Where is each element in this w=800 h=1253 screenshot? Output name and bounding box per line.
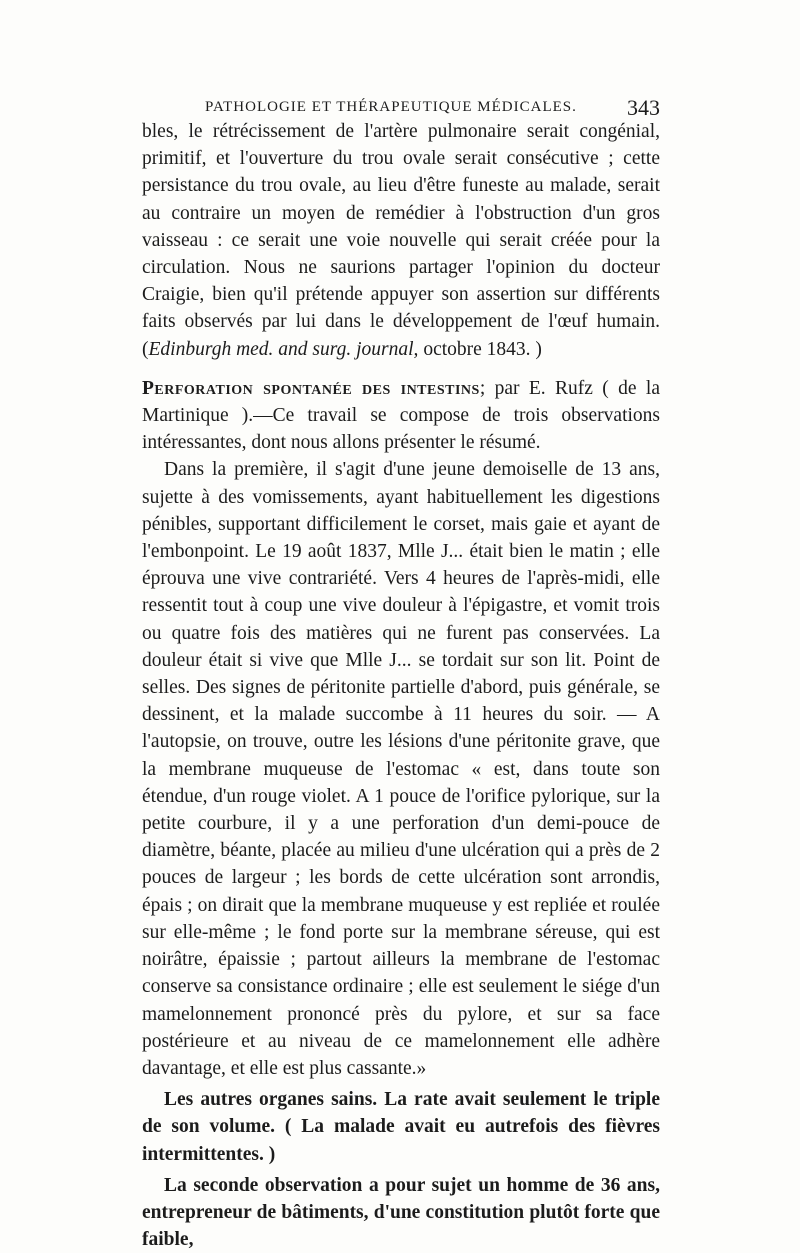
paragraph-second-observation: La seconde observation a pour sujet un homme de 36 ans, entrepreneur de bâtiments, d'une constitution plutôt forte que faible,: [142, 1174, 660, 1251]
running-head: PATHOLOGIE ET THÉRAPEUTIQUE MÉDICALES.: [205, 99, 577, 115]
paragraph-tail: octobre 1843. ): [418, 338, 542, 360]
paragraph-continuation: [142, 118, 660, 363]
paragraph-first-observation: Dans la première, il s'agit d'une jeune demoiselle de 13 ans, sujette à des vomissements, ayant habituellement les digestions pénibles, supportant difficilement le corset, mais gaie et ayant de l'embonpoint. Le 19 août 1837, Mlle J... était bien le matin ; elle éprouva une vive contrariété. Vers 4 heures de l'après-midi, elle ressentit tout à coup une vive douleur à l'épigastre, et vomit trois ou quatre fois des matières qui ne furent pas conservées. La douleur était si vive que Mlle J... se tordait sur son lit. Point de selles. Des signes de péritonite partielle d'abord, puis générale, se dessinent, et la malade succombe à 11 heures du soir. — A l'autopsie, on trouve, outre les lésions d'une péritonite grave, que la membrane muqueuse de l'estomac « est, dans toute son étendue, d'un rouge violet. A 1 pouce de l'orifice pylorique, sur la petite courbure, il y a une perforation d'un demi-pouce de diamètre, béante, placée au milieu d'une ulcération qui a près de 2 pouces de largeur ; les bords de cette ulcération sont arrondis, épais ; on dirait que la membrane muqueuse y est repliée et roulée sur elle-même ; le fond porte sur la membrane séreuse, qui est noirâtre, épaissie ; partout ailleurs la membrane de l'estomac conserve sa consistance ordinaire ; elle est seulement le siége d'un mamelonnement prononcé près du pylore, et sur sa face postérieure et au niveau de ce mamelonnement elle adhère davantage, et elle est plus cassante.»: [142, 459, 660, 1079]
body-text: [142, 118, 660, 1253]
paragraph-text: bles, le rétrécissement de l'artère pulmonaire serait congénial, primitif, et l'ouverture du trou ovale serait consécutive ; cette persistance du trou ovale, au lieu d'être funeste au malade, serait au contraire un moyen de remédier à l'obstruction d'un gros vaisseau : ce serait une voie nouvelle qui serait créée pour la circulation. Nous ne saurions partager l'opinion du docteur Craigie, bien qu'il prétende appuyer son assertion sur différents faits observés par lui dans le développement de l'œuf humain. (: [142, 121, 660, 360]
paragraph-text: ; par E. Rufz ( de la Martinique ).—Ce travail se compose de trois observations intéressantes, dont nous allons présenter le résumé.: [142, 377, 660, 454]
journal-citation: Edinburgh med. and surg. journal,: [148, 338, 419, 360]
section-paragraph: [142, 375, 660, 457]
paragraph-other-organs: Les autres organes sains. La rate avait seulement le triple de son volume. ( La malade avait eu autrefois des fièvres intermittentes. ): [142, 1089, 660, 1165]
section-title: Perforation spontanée des intestins: [142, 377, 480, 399]
page-number: 343: [627, 95, 660, 120]
